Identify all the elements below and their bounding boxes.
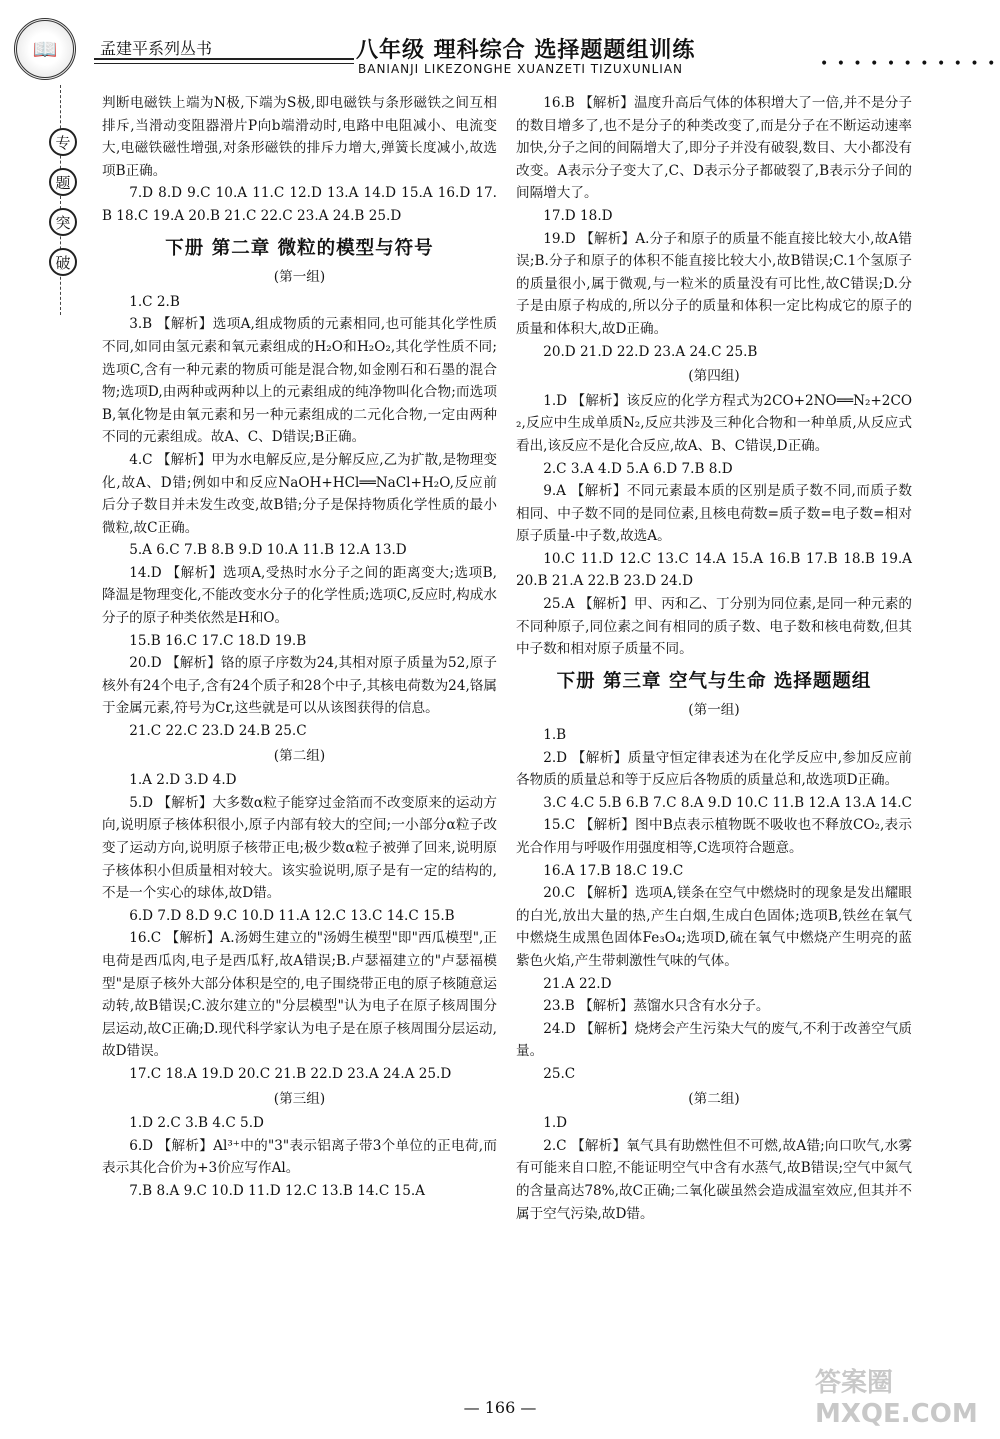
answer-list: 25.C: [543, 1065, 576, 1082]
side-divider: [60, 85, 61, 315]
answer-paragraph: 24.D 【解析】烧烤会产生污染大气的废气,不利于改善空气质量。: [516, 1020, 912, 1060]
answer-list: 15.B 16.C 17.C 18.D 19.B: [129, 632, 307, 649]
answer-list: 17.D 18.D: [543, 207, 613, 224]
section-title: 下册 第二章 微粒的模型与符号: [165, 237, 434, 259]
answer-list: 21.C 22.C 23.D 24.B 25.C: [129, 723, 307, 740]
answer-list: 5.A 6.C 7.B 8.B 9.D 10.A 11.B 12.A 13.D: [129, 542, 407, 559]
side-tag-4: 破: [49, 248, 77, 276]
left-column: [102, 92, 497, 1203]
right-column: [516, 92, 912, 1225]
answer-list: 1.B: [543, 727, 567, 744]
series-name: 孟建平系列丛书: [100, 39, 213, 58]
side-tag-3: 突: [49, 208, 77, 236]
answer-paragraph: 判断电磁铁上端为N极,下端为S极,即电磁铁与条形磁铁之间互相排斥,当滑动变阻器滑片P向b端滑动时,电路中电阻减小、电流变大,电磁铁磁性增强,对条形磁铁的排斥力增大,弹簧长度减小,故选项B正确。: [102, 95, 497, 179]
book-title-pinyin: BANIANJI LIKEZONGHE XUANZETI TIZUXUNLIAN: [358, 62, 684, 76]
answer-paragraph: 15.C 【解析】图中B点表示植物既不吸收也不释放CO₂,表示光合作用与呼吸作用强度相等,C选项符合题意。: [516, 817, 912, 856]
group-label: (第二组): [273, 747, 326, 764]
answer-list: 1.A 2.D 3.D 4.D: [129, 772, 237, 789]
answer-paragraph: 16.B 【解析】温度升高后气体的体积增大了一倍,并不是分子的数目增多了,也不是分子的种类改变了,而是分子在不断运动速率加快,分子之间的间隔增大了,即分子并没有破裂,数目、大小都没有改变。A表示分子变大了,C、D表示分子都破裂了,B表示分子间的间隔增大了。: [516, 95, 912, 202]
answer-list: 21.A 22.D: [543, 975, 612, 992]
answer-list: 17.C 18.A 19.D 20.C 21.B 22.D 23.A 24.A 25.D: [129, 1065, 452, 1082]
answer-list: 20.D 21.D 22.D 23.A 24.C 25.B: [543, 343, 758, 360]
answer-list: 7.B 8.A 9.C 10.D 11.D 12.C 13.B 14.C 15.A: [129, 1182, 425, 1199]
book-title: 八年级 理科综合 选择题题组训练: [356, 37, 696, 63]
section-title: 下册 第三章 空气与生命 选择题题组: [556, 670, 872, 692]
answer-paragraph: 6.D 【解析】Al³⁺中的"3"表示铝离子带3个单位的正电荷,而表示其化合价为+3价应写作Al。: [102, 1137, 497, 1177]
header-dots: • • • • • • • • • • •: [820, 56, 998, 72]
answer-list: 2.C 3.A 4.D 5.A 6.D 7.B 8.D: [543, 460, 733, 477]
group-label: (第二组): [688, 1090, 740, 1107]
side-tag-1: 专: [49, 128, 77, 156]
page-number: — 166 —: [463, 1398, 537, 1417]
answer-paragraph: 14.D 【解析】选项A,受热时水分子之间的距离变大;选项B,降温是物理变化,不能改变水分子的化学性质;选项C,反应时,构成水分子的原子种类依然是H和O。: [102, 564, 497, 627]
answer-paragraph: 3.B 【解析】选项A,组成物质的元素相同,也可能其化学性质不同,如同由氢元素和氧元素组成的H₂O和H₂O₂,其化学性质不同;选项C,含有一种元素的物质可能是混合物,如金刚石和石墨的混合物;选项D,由两种或两种以上的元素组成的纯净物叫化合物;而选项B,氧化物是由氧元素和另一种元素组成的二元化合物,一定由两种不同的元素组成。故A、C、D错误;B正确。: [102, 316, 497, 446]
answer-paragraph: 16.C 【解析】A.汤姆生建立的"汤姆生模型"即"西瓜模型",正电荷是西瓜肉,电子是西瓜籽,故A错误;B.卢瑟福建立的"卢瑟福模型"是原子核外大部分体积是空的,电子围绕带正电的原子核随意运动转,故B错误;C.波尔建立的"分层模型"认为电子在原子核周围分层运动,故C正确;D.现代科学家认为电子是在原子核周围分层运动,故D错误。: [102, 930, 497, 1060]
group-label: (第一组): [273, 269, 326, 286]
answer-list: 1.D: [543, 1115, 568, 1132]
answer-paragraph: 9.A 【解析】不同元素最本质的区别是质子数不同,而质子数相同、中子数不同的是同位素,且核电荷数=质子数=电子数=相对原子质量-中子数,故选A。: [516, 483, 912, 545]
answer-list: 16.A 17.B 18.C 19.C: [543, 862, 684, 879]
answer-paragraph: 5.D 【解析】大多数α粒子能穿过金箔而不改变原来的运动方向,说明原子核体积很小,原子内部有较大的空间;一小部分α粒子改变了运动方向,说明原子核带正电;极少数α粒子被弹了回来,说明原子核体积小但质量相对较大。该实验说明,原子是有一定的结构的,不是一个实心的球体,故D错。: [102, 794, 497, 902]
header-rule: [94, 58, 354, 60]
group-label: (第一组): [688, 702, 740, 719]
answer-paragraph: 2.D 【解析】质量守恒定律表述为在化学反应中,参加反应前各物质的质量总和等于反应后各物质的质量总和,故选项D正确。: [516, 749, 912, 789]
answer-paragraph: 20.D 【解析】铬的原子序数为24,其相对原子质量为52,原子核外有24个电子,含有24个质子和28个中子,其核电荷数为24,铬属于金属元素,符号为Cr,这些就是可以从该图获得的信息。: [102, 655, 497, 717]
book-logo-icon: 📖: [14, 18, 76, 80]
answer-list: 7.D 8.D 9.C 10.A 11.C 12.D 13.A 14.D 15.A 16.D 17.B 18.C 19.A 20.B 21.C 22.C 23.A 24.B 25.D: [102, 185, 497, 224]
answer-paragraph: 4.C 【解析】甲为水电解反应,是分解反应,乙为扩散,是物理变化,故A、D错;例如中和反应NaOH+HCl══NaCl+H₂O,反应前后分子数目并未发生改变,故B错;分子是保持物质化学性质的最小微粒,故C正确。: [102, 451, 497, 536]
group-label: (第三组): [273, 1090, 326, 1107]
answer-list: 1.C 2.B: [129, 293, 180, 310]
answer-paragraph: 2.C 【解析】氧气具有助燃性但不可燃,故A错;向口吹气,水雾有可能来自口腔,不能证明空气中含有水蒸气,故B错误;空气中氮气的含量高达78%,故C正确;二氧化碳虽然会造成温室效应,但其并不属于空气污染,故D错。: [516, 1137, 912, 1222]
answer-list: 6.D 7.D 8.D 9.C 10.D 11.A 12.C 13.C 14.C 15.B: [129, 907, 455, 924]
header-rule-thin: [94, 63, 354, 64]
group-label: (第四组): [688, 368, 740, 385]
answer-paragraph: 23.B 【解析】蒸馏水只含有水分子。: [543, 998, 770, 1015]
side-tag-2: 题: [49, 168, 77, 196]
page-header: [0, 0, 1000, 95]
watermark: 答案圈 MXQE.COM: [815, 1368, 978, 1429]
answer-list: 10.C 11.D 12.C 13.C 14.A 15.A 16.B 17.B 18.B 19.A 20.B 21.A 22.B 23.D 24.D: [516, 550, 912, 590]
answer-paragraph: 25.A 【解析】甲、丙和乙、丁分别为同位素,是同一种元素的不同种原子,同位素之间有相同的质子数、电子数和核电荷数,但其中子数和相对原子质量不同。: [516, 596, 912, 658]
answer-paragraph: 20.C 【解析】选项A,镁条在空气中燃烧时的现象是发出耀眼的白光,放出大量的热,产生白烟,生成白色固体;选项B,铁丝在氧气中燃烧生成黑色固体Fe₃O₄;选项D,硫在氧气中燃烧产生明亮的蓝紫色火焰,产生带刺激性气味的气体。: [516, 885, 912, 969]
answer-list: 3.C 4.C 5.B 6.B 7.C 8.A 9.D 10.C 11.B 12.A 13.A 14.C: [543, 794, 912, 811]
answer-list: 1.D 2.C 3.B 4.C 5.D: [129, 1115, 264, 1132]
answer-paragraph: 1.D 【解析】该反应的化学方程式为2CO+2NO══N₂+2CO₂,反应中生成单质N₂,反应共涉及三种化合物和一种单质,从反应式看出,该反应不是化合反应,故A、B、C错误,D正确。: [516, 392, 912, 454]
answer-paragraph: 19.D 【解析】A.分子和原子的质量不能直接比较大小,故A错误;B.分子和原子的体积不能直接比较大小,故B错误;C.1个氢原子的质量很小,属于微观,与一粒米的质量没有可比性,故C错误;D.分子是由原子构成的,所以分子的质量和体积一定比构成它的原子的质量和体积大,故D正确。: [516, 230, 912, 337]
